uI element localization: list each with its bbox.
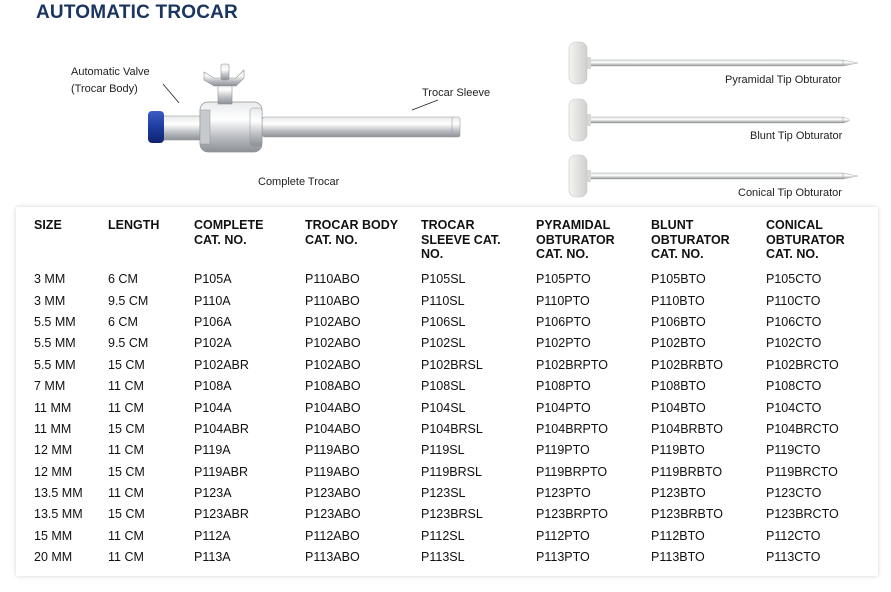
table-row [34,397,856,418]
table-cell: P113BTO [651,550,705,565]
complete-trocar-label: Complete Trocar [258,176,340,188]
table-cell: P123BRBTO [651,507,724,522]
table-row [34,418,856,439]
table-cell: P102BRBTO [651,357,724,372]
table-cell: P119BTO [651,443,705,458]
table-cell: P105SL [421,272,466,287]
complete-trocar-image [148,64,460,152]
table-cell: 15 CM [108,421,145,436]
table-cell: 11 CM [108,486,144,501]
table-cell: P104ABO [305,400,361,415]
column-header-line: OBTURATOR [766,232,845,247]
table-row [34,504,856,525]
valve-label-line1: Automatic Valve [71,66,150,78]
table-cell: P123PTO [536,486,591,501]
table-cell: P104PTO [536,400,591,415]
table-cell: 11 CM [108,400,144,415]
valve-label-line2: (Trocar Body) [71,83,138,95]
column-header-line: BLUNT [651,218,694,232]
table-cell: P110SL [421,293,465,308]
table-cell: P119BRCTO [766,464,838,479]
column-header-line: OBTURATOR [536,232,615,247]
table-cell: P119BRBTO [651,464,723,479]
column-header [108,218,194,269]
table-cell: P110PTO [536,293,590,308]
table-cell: P104A [194,400,232,415]
column-header [651,218,766,269]
column-header [305,218,421,269]
table-cell: P123ABO [305,507,361,522]
table-cell: P106BTO [651,314,706,329]
column-header-line: TROCAR BODY [305,218,399,232]
table-cell: P123BRPTO [536,507,609,522]
table-cell: P119SL [421,443,465,458]
table-cell: P113PTO [536,550,590,565]
table-cell: 11 MM [34,400,72,415]
column-header-line: COMPLETE [194,218,264,232]
table-cell: 15 MM [34,528,73,543]
conical-tip-label: Conical Tip Obturator [738,187,842,199]
table-cell: P105BTO [651,272,706,287]
table-cell: P113CTO [766,550,821,565]
table-cell: P108CTO [766,379,822,394]
table-cell: 11 CM [108,443,144,458]
column-header-line: SLEEVE CAT. [421,232,501,247]
table-cell: P110ABO [305,272,360,287]
table-body [34,269,856,568]
table-cell: P112SL [421,528,465,543]
table-cell: P110ABO [305,293,360,308]
table-cell: 5.5 MM [34,336,76,351]
table-cell: 12 MM [34,464,73,479]
table-cell: 11 CM [108,379,144,394]
table-cell: P105A [194,272,232,287]
table-cell: P102CTO [766,336,822,351]
column-header-line: CAT. NO. [305,232,358,247]
table-cell: P119A [194,443,231,458]
column-header [421,218,536,269]
table-row [34,333,856,354]
table-row [34,440,856,461]
table-cell: 5.5 MM [34,357,76,372]
table-row [34,354,856,375]
table-cell: P123A [194,486,232,501]
automatic-valve-label [71,64,181,98]
table-cell: 12 MM [34,443,73,458]
column-header-line: CONICAL [766,218,823,232]
table-cell: P102SL [421,336,466,351]
table-cell: 15 CM [108,507,145,522]
table-cell: P123SL [421,486,466,501]
table-cell: P104BRCTO [766,421,839,436]
table-cell: 3 MM [34,293,66,308]
table-cell: P112ABO [305,528,360,543]
table-cell: P123ABO [305,486,361,501]
table-cell: P112A [194,528,231,543]
table-cell: 20 MM [34,550,73,565]
column-header-line: PYRAMIDAL [536,218,611,232]
column-header-line: NO. [421,247,444,261]
column-header-line: CAT. NO. [766,247,819,261]
table-cell: P106SL [421,314,466,329]
column-header [34,218,108,269]
catalog-table [34,218,856,568]
table-cell: P108SL [421,379,466,394]
table-cell: P113A [194,550,231,565]
table-cell: P108BTO [651,379,706,394]
table-cell: P104ABO [305,421,361,436]
table-cell: 7 MM [34,379,66,394]
table-cell: P112BTO [651,528,705,543]
table-cell: P102BRPTO [536,357,609,372]
table-cell: P105PTO [536,272,591,287]
table-cell: 6 CM [108,314,138,329]
table-cell: P123CTO [766,486,822,501]
table-cell: P110BTO [651,293,705,308]
table-cell: P113SL [421,550,465,565]
column-header-line: CAT. NO. [536,247,589,261]
table-cell: 3 MM [34,272,66,287]
table-cell: 9.5 CM [108,293,149,308]
table-cell: P108ABO [305,379,361,394]
table-cell: P104ABR [194,421,249,436]
table-cell: P102ABR [194,357,249,372]
table-cell: P104BRSL [421,421,483,436]
column-header-line: CAT. NO. [651,247,704,261]
column-header [766,218,856,269]
column-header-line: OBTURATOR [651,232,730,247]
table-cell: 9.5 CM [108,336,149,351]
table-cell: P123BRSL [421,507,483,522]
table-cell: P104BTO [651,400,706,415]
table-row [34,547,856,568]
table-row [34,375,856,396]
table-cell: P102ABO [305,314,361,329]
table-cell: 13.5 MM [34,486,83,501]
table-cell: P110CTO [766,293,821,308]
table-header-row [34,218,856,269]
table-cell: P104SL [421,400,466,415]
table-cell: P123BRCTO [766,507,839,522]
table-cell: P102A [194,336,232,351]
table-cell: P119CTO [766,443,821,458]
table-cell: P119PTO [536,443,590,458]
table-cell: P119BRSL [421,464,482,479]
table-cell: 15 CM [108,357,145,372]
table-cell: P104BRPTO [536,421,609,436]
table-cell: P119ABO [305,443,360,458]
table-cell: P106A [194,314,232,329]
catalog-table-card [16,207,878,576]
table-row [34,290,856,311]
table-cell: P106PTO [536,314,591,329]
page-title: AUTOMATIC TROCAR [36,2,238,23]
table-cell: P119BRPTO [536,464,608,479]
table-cell: P108PTO [536,379,591,394]
table-cell: 6 CM [108,272,138,287]
table-cell: P123BTO [651,486,706,501]
table-cell: P102PTO [536,336,591,351]
table-cell: P102BRSL [421,357,483,372]
column-header-line: SIZE [34,218,62,232]
table-row [34,461,856,482]
table-cell: P105CTO [766,272,822,287]
table-cell: 11 CM [108,550,144,565]
table-cell: P110A [194,293,231,308]
table-cell: P104CTO [766,400,822,415]
table-cell: P106CTO [766,314,822,329]
table-row [34,482,856,503]
column-header-line: LENGTH [108,218,160,232]
table-row [34,525,856,546]
pyramidal-tip-label: Pyramidal Tip Obturator [725,74,842,86]
column-header [536,218,651,269]
table-cell: P119ABO [305,464,360,479]
table-cell: P113ABO [305,550,360,565]
table-cell: P123ABR [194,507,249,522]
table-cell: P104BRBTO [651,421,724,436]
column-header-line: TROCAR [421,218,475,232]
table-row [34,311,856,332]
trocar-illustrations [0,0,891,205]
blunt-tip-label: Blunt Tip Obturator [750,130,843,142]
table-cell: P102BRCTO [766,357,839,372]
table-cell: P108A [194,379,232,394]
table-cell: P112PTO [536,528,590,543]
table-cell: 15 CM [108,464,145,479]
table-cell: P102ABO [305,336,361,351]
column-header [194,218,305,269]
table-cell: 11 MM [34,421,72,436]
table-cell: 11 CM [108,528,144,543]
table-cell: 13.5 MM [34,507,83,522]
table-row [34,269,856,290]
trocar-sleeve-label: Trocar Sleeve [422,87,491,99]
table-cell: P102BTO [651,336,706,351]
table-cell: 5.5 MM [34,314,76,329]
table-cell: P112CTO [766,528,821,543]
table-cell: P119ABR [194,464,248,479]
column-header-line: CAT. NO. [194,232,247,247]
table-cell: P102ABO [305,357,361,372]
